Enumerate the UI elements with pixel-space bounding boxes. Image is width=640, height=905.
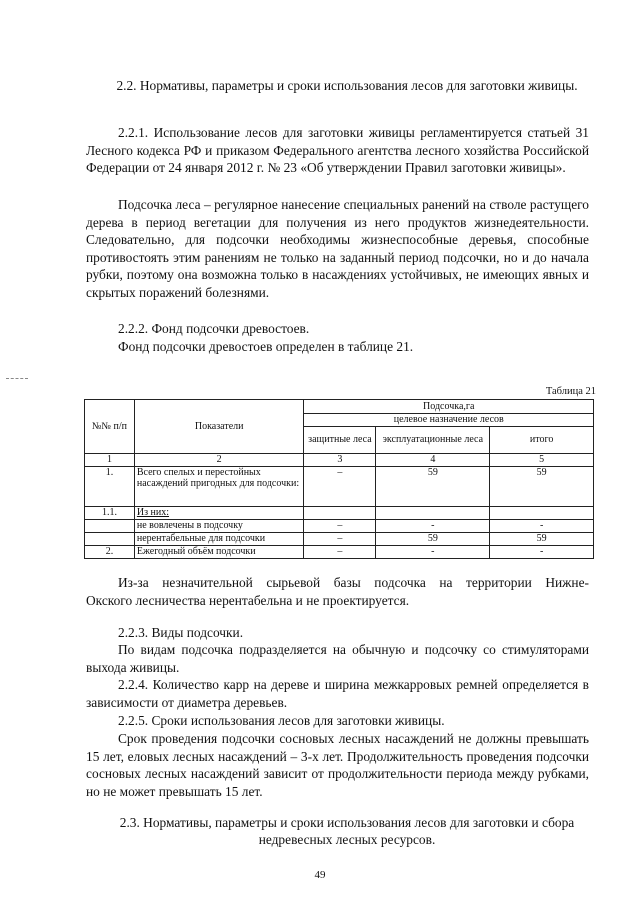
paragraph-fund: Фонд подсочки древостоев определен в таблице 21. [118,339,414,354]
row-exploitation [376,506,490,519]
paragraph-raw-base-line2: Окского лесничества нерентабельна и не проектируется. [86,593,410,608]
paragraph-tapping-definition: Подсочка леса – регулярное нанесение специальных ранений на стволе растущего дерева в период вегетации для получения из него продуктов жизнедеятельности. Следовательно, для подсочки необходимы жизнеспособные деревья, способные противостоять этим ранениям не только на заданный период подсочки, но и до начала рубки, поэтому она возможна только в насаждениях устойчивых, не имеющих явных и скрытых поражений болезнями. [86,197,589,300]
row-num [85,519,135,532]
table-row [85,466,594,506]
header-purpose: целевое назначение лесов [304,414,594,427]
row-total: - [490,545,594,558]
row-exploitation: 59 [376,466,490,506]
subheading-2-2-3: 2.2.3. Виды подсочки. [118,625,244,640]
section-heading-2-3: 2.3. Нормативы, параметры и сроки использования лесов для заготовки и сбора недревесных лесных ресурсов. [119,815,575,847]
row-label: не вовлечены в подсочку [134,519,304,532]
row-protective: – [304,519,376,532]
row-protective: – [304,466,376,506]
table-caption: Таблица 21 [545,386,596,397]
row-total: 59 [490,466,594,506]
row-total: 59 [490,532,594,545]
row-exploitation: 59 [376,532,490,545]
paragraph-terms: Срок проведения подсочки сосновых лесных насаждений не должны превышать 15 лет, еловых лесных насаждений – 3-х лет. Продолжительность проведения подсочки сосновых лесных насаждений зависит от продолжительности периода между рубками, но не может превышать 15 лет. [86,731,589,799]
paragraph-raw-base-line1: Из-за незначительной сырьевой базы подсочка на территории Нижне- [118,575,589,590]
header-indicators: Показатели [134,400,304,454]
table-21 [84,399,594,559]
paragraph-tapping-types: По видам подсочка подразделяется на обычную и подсочку со стимуляторами выхода живицы. [86,642,589,675]
subheading-2-2-5: 2.2.5. Сроки использования лесов для заготовки живицы. [118,713,445,728]
row-label: нерентабельные для подсочки [134,532,304,545]
row-num: 2. [85,545,135,558]
header-num: №№ п/п [85,400,135,454]
paragraph-2-2-1: 2.2.1. Использование лесов для заготовки живицы регламентируется статьей 31 Лесного кодекса РФ и приказом Федерального агентства лесного хозяйства Российской Федерации от 24 января 2012 г. № 23 «Об утверждении Правил заготовки живицы». [86,125,589,176]
row-label: Из них: [134,506,304,519]
row-total: - [490,519,594,532]
section-heading-2-2: 2.2. Нормативы, параметры и сроки использования лесов для заготовки живицы. [116,78,578,93]
row-protective [304,506,376,519]
colnum-3: 3 [304,454,376,467]
page-number: 49 [314,869,326,881]
row-total [490,506,594,519]
row-exploitation: - [376,519,490,532]
table-row [85,519,594,532]
header-protective: защитные леса [304,427,376,454]
scan-mark [6,378,28,381]
paragraph-2-2-4: 2.2.4. Количество карр на дереве и ширина межкарровых ремней определяется в зависимости от диаметра деревьев. [86,677,589,710]
colnum-4: 4 [376,454,490,467]
row-label: Всего спелых и перестойных насаждений пригодных для подсочки: [134,466,304,506]
row-num: 1.1. [85,506,135,519]
row-num [85,532,135,545]
row-protective: – [304,532,376,545]
header-exploitation: эксплуатационные леса [376,427,490,454]
row-num: 1. [85,466,135,506]
colnum-5: 5 [490,454,594,467]
header-total: итого [490,427,594,454]
colnum-2: 2 [134,454,304,467]
row-label: Ежегодный объём подсочки [134,545,304,558]
header-tapping: Подсочка,га [304,400,594,414]
row-protective: – [304,545,376,558]
table-row [85,545,594,558]
row-exploitation: - [376,545,490,558]
table-row [85,506,594,519]
subheading-2-2-2: 2.2.2. Фонд подсочки древостоев. [118,321,310,336]
table-row [85,532,594,545]
colnum-1: 1 [85,454,135,467]
